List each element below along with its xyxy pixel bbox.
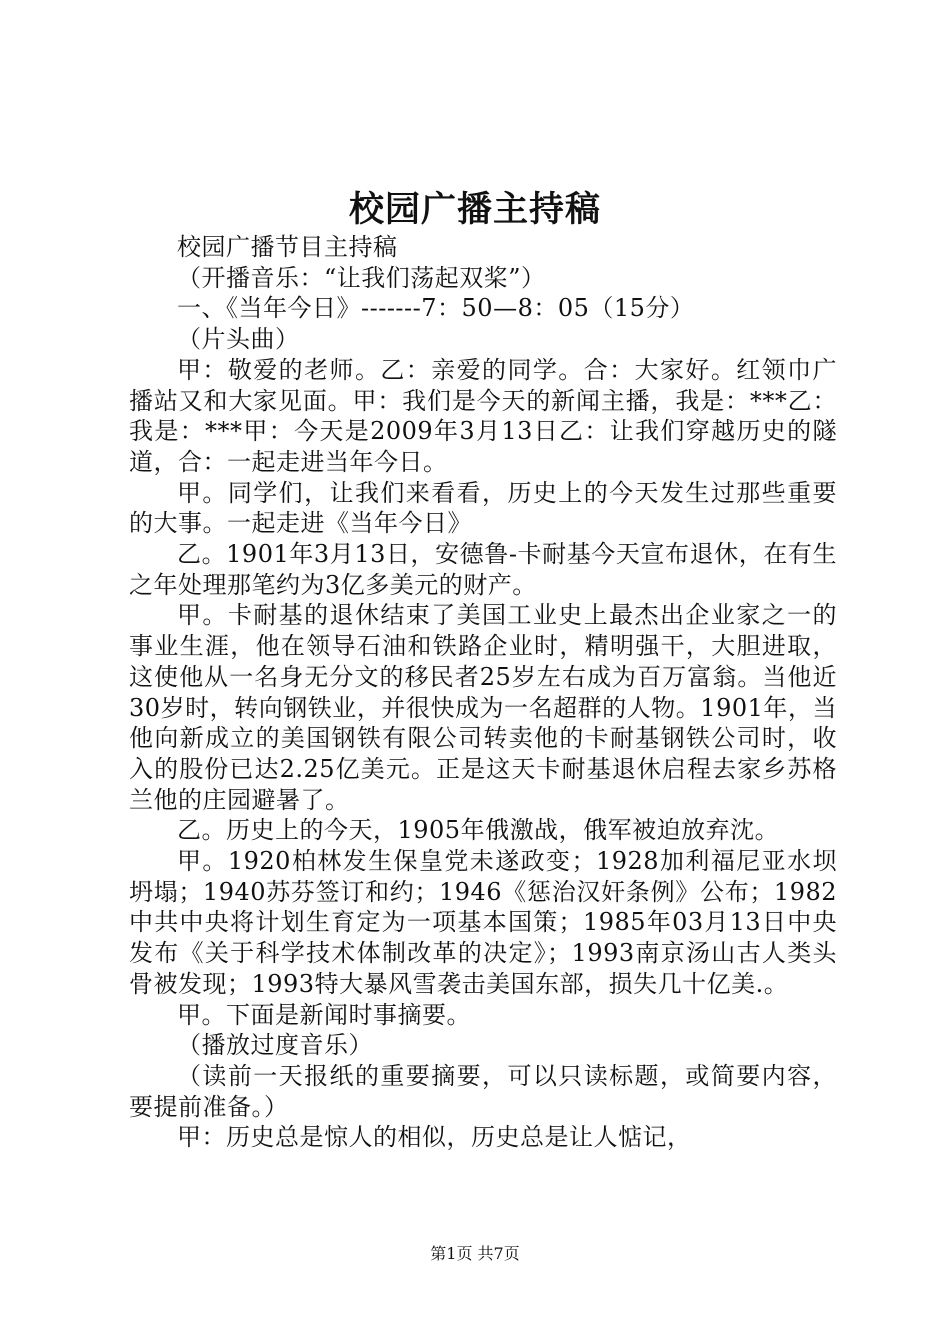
document-body [129,232,837,1153]
paragraph: 一、《当年今日》-------7：50—8：05（15分） [177,294,695,323]
paragraph: 甲。同学们，让我们来看看，历史上的今天发生过那些重要的大事。一起走进《当年今日》 [129,478,837,538]
paragraph: （片头曲） [177,325,300,354]
paragraph: 甲。下面是新闻时事摘要。 [177,1000,471,1029]
paragraph: 甲：敬爱的老师。乙：亲爱的同学。合：大家好。红领巾广播站又和大家见面。甲：我们是今天的新闻主播，我是：***乙：我是：***甲：今天是2009年3月13日乙：让我们穿越历史的隧道，合：一起走进当年今日。 [129,355,837,476]
paragraph: 校园广播节目主持稿 [177,233,398,261]
paragraph: 甲。1920柏林发生保皇党未遂政变；1928加利福尼亚水坝坍塌；1940苏芬签订和约；1946《惩治汉奸条例》公布；1982中共中央将计划生育定为一项基本国策；1985年03月13日中央发布《关于科学技术体制改革的决定》；1993南京汤山古人类头骨被发现；1993特大暴风雪袭击美国东部，损失几十亿美.。 [129,847,837,998]
page-footer: 第1页 共7页 [430,1244,520,1263]
paragraph: 甲。卡耐基的退休结束了美国工业史上最杰出企业家之一的事业生涯，他在领导石油和铁路企业时，精明强干，大胆进取，这使他从一名身无分文的移民者25岁左右成为百万富翁。当他近30岁时，转向钢铁业，并很快成为一名超群的人物。1901年，当他向新成立的美国钢铁有限公司转卖他的卡耐基钢铁公司时，收入的股份已达2.25亿美元。正是这天卡耐基退休启程去家乡苏格兰他的庄园避暑了。 [129,601,837,814]
paragraph: （读前一天报纸的重要摘要，可以只读标题，或简要内容，要提前准备。） [129,1061,837,1121]
paragraph: （开播音乐：“让我们荡起双桨”） [177,263,546,292]
paragraph: 甲：历史总是惊人的相似，历史总是让人惦记， [177,1123,692,1152]
document-title: 校园广播主持稿 [348,189,601,230]
paragraph: （播放过度音乐） [177,1031,373,1060]
paragraph: 乙。历史上的今天，1905年俄激战，俄军被迫放弃沈。 [177,816,780,845]
paragraph: 乙。1901年3月13日，安德鲁-卡耐基今天宣布退休，在有生之年处理那笔约为3亿多美元的财产。 [129,540,837,599]
